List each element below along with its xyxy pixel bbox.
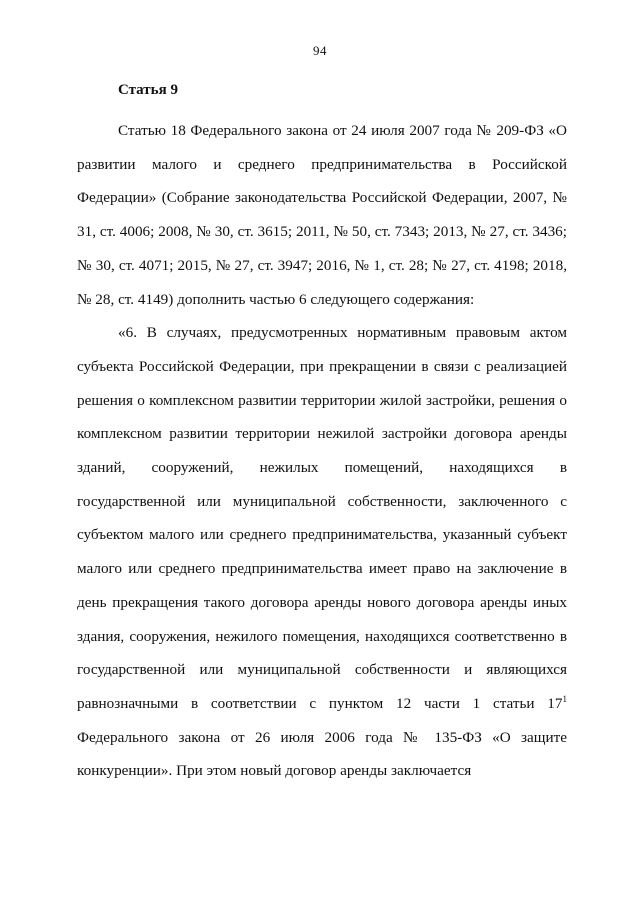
document-body xyxy=(77,114,567,788)
superscript-marker: 1 xyxy=(562,693,567,704)
paragraph-amendment-text-part2: Федерального закона от 26 июля 2006 года № 135-ФЗ «О защите конкуренции». При этом новый договор аренды заключается xyxy=(77,728,567,780)
paragraph-amendment-text xyxy=(77,316,567,788)
article-title: Статья 9 xyxy=(118,82,178,98)
page-number: 94 xyxy=(313,43,327,58)
paragraph-amendment-text-part1: «6. В случаях, предусмотренных нормативным правовым актом субъекта Российской Федерации, при прекращении в связи с реализацией решения о комплексном развитии территории жилой застройки, решения о комплексном развитии территории нежилой застройки договора аренды зданий, сооружений, нежилых помещений, находящихся в государственной или муниципальной собственности, заключенного с субъектом малого или среднего предпринимательства, указанный субъект малого или среднего предпринимательства имеет право на заключение в день прекращения такого договора аренды нового договора аренды иных здания, сооружения, нежилого помещения, находящихся соответственно в государственной или муниципальной собственности и являющихся равнозначными в соответствии с пунктом 12 части 1 статьи 17 xyxy=(77,324,567,712)
paragraph-amendment-intro: Статью 18 Федерального закона от 24 июля 2007 года № 209-ФЗ «О развитии малого и среднего предпринимательства в Российской Федерации» (Собрание законодательства Российской Федерации, 2007, № 31, ст. 4006; 2008, № 30, ст. 3615; 2011, № 50, ст. 7343; 2013, № 27, ст. 3436; № 30, ст. 4071; 2015, № 27, ст. 3947; 2016, № 1, ст. 28; № 27, ст. 4198; 2018, № 28, ст. 4149) дополнить частью 6 следующего содержания: xyxy=(77,122,567,308)
